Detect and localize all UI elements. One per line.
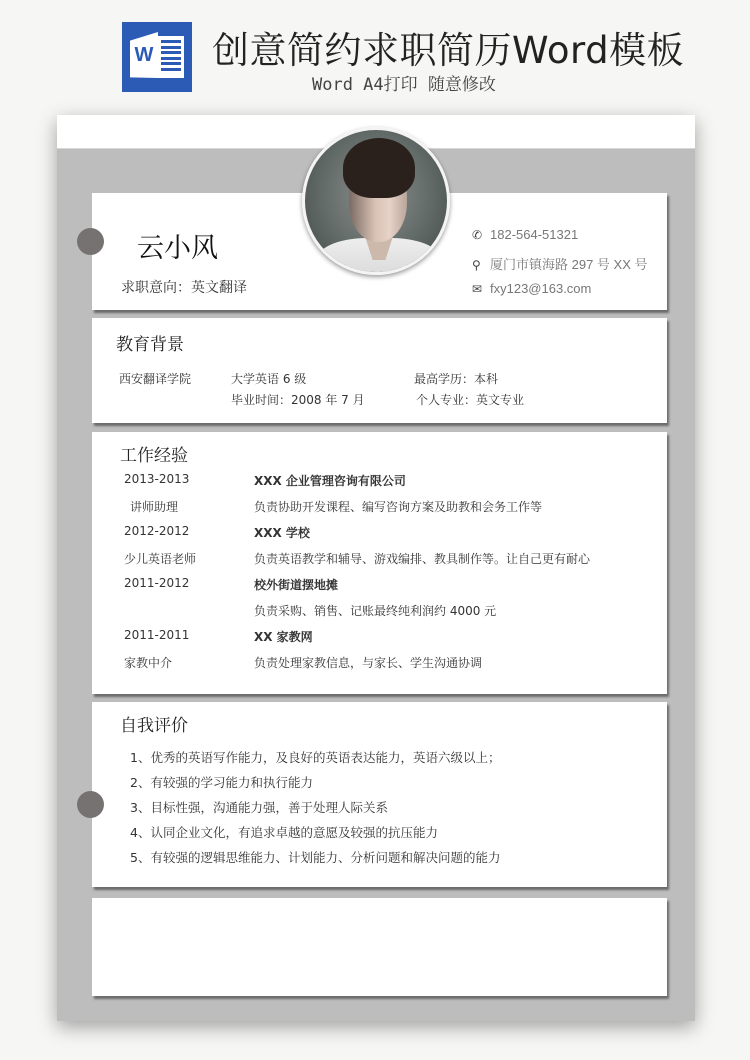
address-text: 厦门市镇海路 297 号 XX 号 (490, 257, 648, 272)
self-evaluation-card (92, 702, 667, 887)
contact-email (472, 281, 591, 296)
work-period: 2011-2011 (124, 628, 190, 642)
self-eval-title: 自我评价 (120, 716, 188, 736)
work-period: 2012-2012 (124, 524, 190, 538)
self-eval-item: 3、目标性强，沟通能力强，善于处理人际关系 (130, 800, 388, 815)
location-pin-icon: ⚲ (472, 258, 481, 272)
school-name: 西安翻译学院 (119, 372, 192, 386)
work-period: 2013-2013 (124, 472, 190, 486)
work-company: XXX 学校 (254, 526, 310, 540)
self-eval-item: 4、认同企业文化，有追求卓越的意愿及较强的抗压能力 (130, 825, 438, 840)
education-card (92, 318, 667, 423)
word-icon-letter: W (134, 44, 154, 66)
work-company: XXX 企业管理咨询有限公司 (254, 474, 406, 488)
word-icon (122, 22, 192, 92)
work-company: XX 家教网 (254, 630, 313, 644)
major: 个人专业：英文专业 (416, 393, 525, 407)
self-eval-item: 5、有较强的逻辑思维能力、计划能力、分析问题和解决问题的能力 (130, 850, 501, 865)
decorative-dot (77, 228, 104, 255)
work-desc: 负责协助开发课程、编写咨询方案及助教和会务工作等 (254, 500, 543, 514)
work-period: 2011-2012 (124, 576, 190, 590)
self-eval-item: 2、有较强的学习能力和执行能力 (130, 775, 313, 790)
work-desc: 负责采购、销售、记账最终纯利润约 4000 元 (254, 604, 497, 618)
candidate-name: 云小风 (137, 233, 218, 264)
graduation-date: 毕业时间：2008 年 7 月 (231, 393, 365, 407)
banner-header (0, 0, 750, 110)
work-desc: 负责处理家教信息，与家长、学生沟通协调 (254, 656, 483, 670)
job-intent: 求职意向：英文翻译 (121, 280, 247, 296)
page-title: 创意简约求职简历Word模板 (212, 29, 685, 72)
highest-degree: 最高学历：本科 (414, 372, 499, 386)
phone-icon: ✆ (472, 228, 483, 242)
page-subtitle: Word A4打印 随意修改 (312, 75, 496, 95)
portrait-photo (302, 127, 450, 275)
work-role: 少儿英语老师 (124, 552, 197, 566)
work-title: 工作经验 (120, 446, 188, 466)
self-eval-item: 1、优秀的英语写作能力，及良好的英语表达能力，英语六级以上； (130, 750, 501, 765)
work-company: 校外街道摆地摊 (254, 578, 339, 592)
email-text: fxy123@163.com (490, 281, 592, 296)
work-role: 家教中介 (124, 656, 173, 670)
cet-level: 大学英语 6 级 (231, 372, 307, 386)
mail-icon: ✉ (472, 282, 483, 296)
decorative-dot (77, 791, 104, 818)
blank-card (92, 898, 667, 996)
photo-hair (343, 138, 415, 198)
contact-address (472, 254, 647, 273)
contact-phone (472, 227, 578, 242)
work-role: 讲师助理 (130, 500, 179, 514)
resume-page (57, 115, 695, 1021)
word-icon-lines (158, 36, 184, 78)
phone-number: 182-564-51321 (490, 227, 579, 242)
work-experience-card (92, 432, 667, 694)
education-title: 教育背景 (116, 335, 184, 355)
work-desc: 负责英语教学和辅导、游戏编排、教具制作等。让自己更有耐心 (254, 552, 591, 566)
